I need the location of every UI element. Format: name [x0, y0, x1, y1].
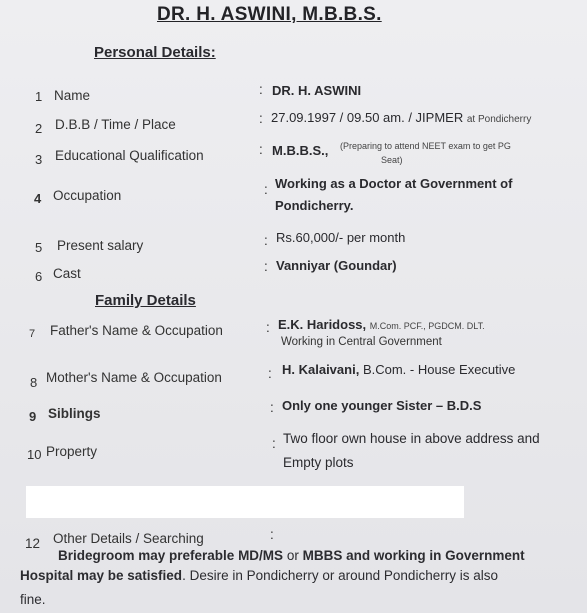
paragraph-text: . Desire in Pondicherry or around Pondicherry is also: [182, 568, 498, 583]
education-label: Educational Qualification: [55, 148, 204, 163]
row-number: 12: [25, 536, 41, 551]
paragraph-text: Bridegroom may preferable: [58, 548, 239, 563]
education-note: (Preparing to attend NEET exam to get PG: [340, 141, 511, 151]
paragraph-line2: [20, 568, 498, 583]
salary-value: Rs.60,000/- per month: [276, 230, 406, 245]
row-number: 8: [30, 375, 38, 390]
siblings-label: Siblings: [48, 406, 101, 421]
occupation-value-line2: Pondicherry.: [275, 198, 354, 213]
mother-label: Mother's Name & Occupation: [46, 370, 222, 385]
paragraph-text: Hospital may be satisfied: [20, 568, 183, 583]
salary-label: Present salary: [57, 238, 144, 253]
education-value: M.B.B.S.,: [272, 143, 329, 158]
colon: :: [264, 233, 268, 248]
dob-value-place: at Pondicherry: [466, 114, 532, 125]
colon: :: [270, 527, 274, 542]
redacted-block: [26, 486, 464, 518]
row-number: 1: [35, 89, 43, 104]
row-number: 3: [35, 152, 43, 167]
paragraph-line3: fine.: [20, 592, 46, 607]
other-details-label: Other Details / Searching: [53, 531, 204, 546]
property-label: Property: [46, 444, 98, 459]
cast-value: Vanniyar (Goundar): [276, 258, 397, 273]
dob-value-main: 27.09.1997 / 09.50 am. / JIPMER: [271, 110, 464, 125]
colon: :: [259, 82, 263, 97]
colon: :: [266, 320, 270, 335]
father-label: Father's Name & Occupation: [50, 323, 223, 338]
row-number: 5: [35, 240, 43, 255]
paragraph-text: MBBS and working in Government: [302, 548, 525, 563]
mother-name: H. Kalaivani,: [282, 362, 360, 377]
property-value-line2: Empty plots: [283, 455, 354, 470]
colon: :: [268, 366, 272, 381]
family-details-heading: Family Details: [95, 292, 196, 309]
father-occupation: Working in Central Government: [281, 336, 442, 348]
paragraph-text: MD/MS: [238, 548, 284, 563]
name-label: Name: [54, 88, 91, 103]
property-value-line1: Two floor own house in above address and: [283, 431, 540, 446]
mother-value: [282, 362, 515, 377]
colon: :: [272, 436, 276, 451]
row-number: 6: [35, 269, 43, 284]
row-number: 9: [29, 409, 37, 424]
dob-value: [271, 110, 531, 125]
colon: :: [259, 111, 263, 126]
name-value: DR. H. ASWINI: [272, 83, 362, 98]
document-title: DR. H. ASWINI, M.B.B.S.: [157, 4, 382, 25]
father-name: E.K. Haridoss,: [278, 317, 367, 332]
colon: :: [264, 259, 268, 274]
colon: :: [264, 182, 268, 197]
paragraph-line1: [58, 548, 525, 563]
cast-label: Cast: [53, 266, 81, 281]
personal-details-heading: Personal Details:: [94, 44, 216, 61]
row-number: 10: [27, 447, 42, 462]
colon: :: [259, 142, 263, 157]
father-qualification: M.Com. PCF., PGDCM. DLT.: [369, 321, 485, 331]
occupation-label: Occupation: [53, 188, 122, 203]
row-number: 2: [35, 121, 43, 136]
dob-label: D.B.B / Time / Place: [55, 117, 176, 132]
colon: :: [270, 400, 274, 415]
education-note-cont: Seat): [381, 155, 403, 165]
siblings-value: Only one younger Sister – B.D.S: [282, 398, 482, 413]
paragraph-text: or: [283, 548, 303, 563]
mother-occupation: B.Com. - House Executive: [362, 362, 516, 377]
occupation-value-line1: Working as a Doctor at Government of: [275, 176, 513, 191]
father-value: [278, 317, 485, 332]
row-number: 7: [29, 328, 36, 340]
row-number: 4: [34, 191, 42, 206]
